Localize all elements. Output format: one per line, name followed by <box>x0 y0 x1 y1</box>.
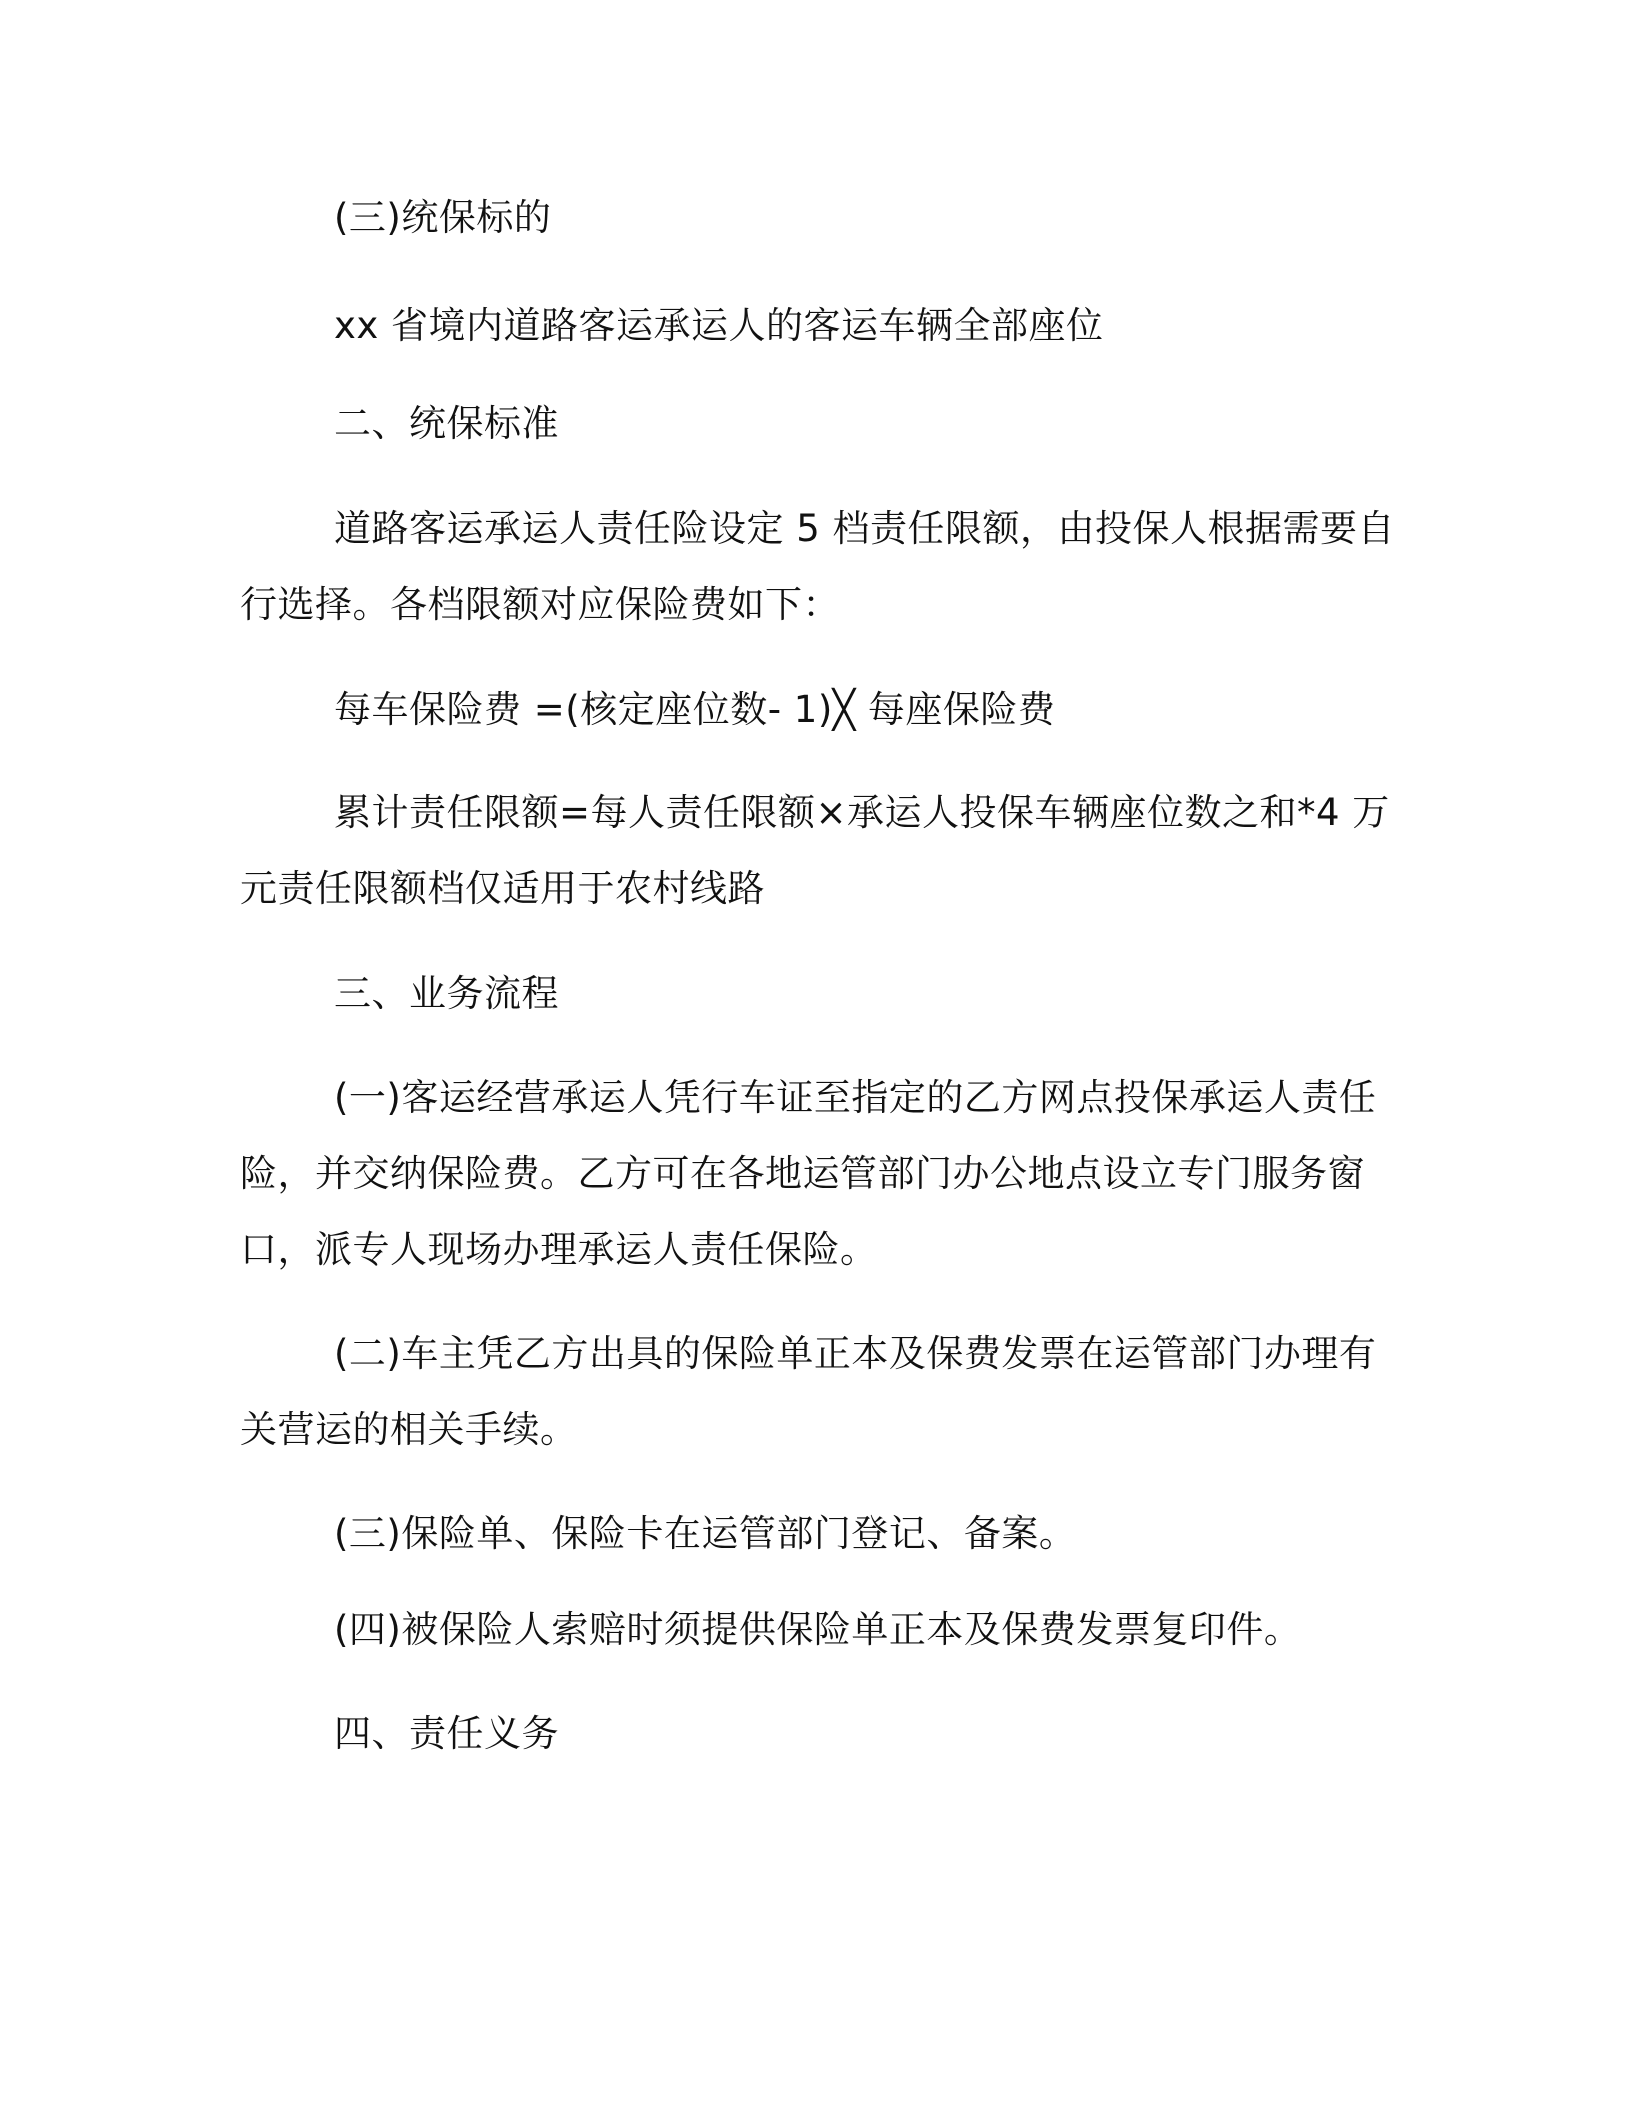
paragraph-line: (二)车主凭乙方出具的保险单正本及保费发票在运管部门办理有 <box>334 1332 1377 1375</box>
section-heading: (三)统保标的 <box>334 196 552 239</box>
paragraph-line: 关营运的相关手续。 <box>240 1408 578 1451</box>
paragraph-line: (一)客运经营承运人凭行车证至指定的乙方网点投保承运人责任 <box>334 1076 1377 1119</box>
formula-line: 每车保险费 =(核定座位数- 1)╳ 每座保险费 <box>334 688 1056 731</box>
paragraph-line: (三)保险单、保险卡在运管部门登记、备案。 <box>334 1512 1077 1555</box>
paragraph-line: 口，派专人现场办理承运人责任保险。 <box>240 1228 878 1271</box>
paragraph-line: 行选择。各档限额对应保险费如下： <box>240 583 840 626</box>
section-heading: 四、责任义务 <box>334 1712 559 1755</box>
paragraph-line: xx 省境内道路客运承运人的客运车辆全部座位 <box>334 304 1104 347</box>
paragraph-line: 道路客运承运人责任险设定 5 档责任限额，由投保人根据需要自 <box>334 507 1396 550</box>
paragraph-line: 元责任限额档仅适用于农村线路 <box>240 867 765 910</box>
paragraph-line: 险，并交纳保险费。乙方可在各地运管部门办公地点设立专门服务窗 <box>240 1152 1365 1195</box>
formula-line: 累计责任限额=每人责任限额×承运人投保车辆座位数之和*4 万 <box>334 791 1390 834</box>
section-heading: 三、业务流程 <box>334 972 559 1015</box>
paragraph-line: (四)被保险人索赔时须提供保险单正本及保费发票复印件。 <box>334 1608 1302 1651</box>
section-heading: 二、统保标准 <box>334 402 559 445</box>
